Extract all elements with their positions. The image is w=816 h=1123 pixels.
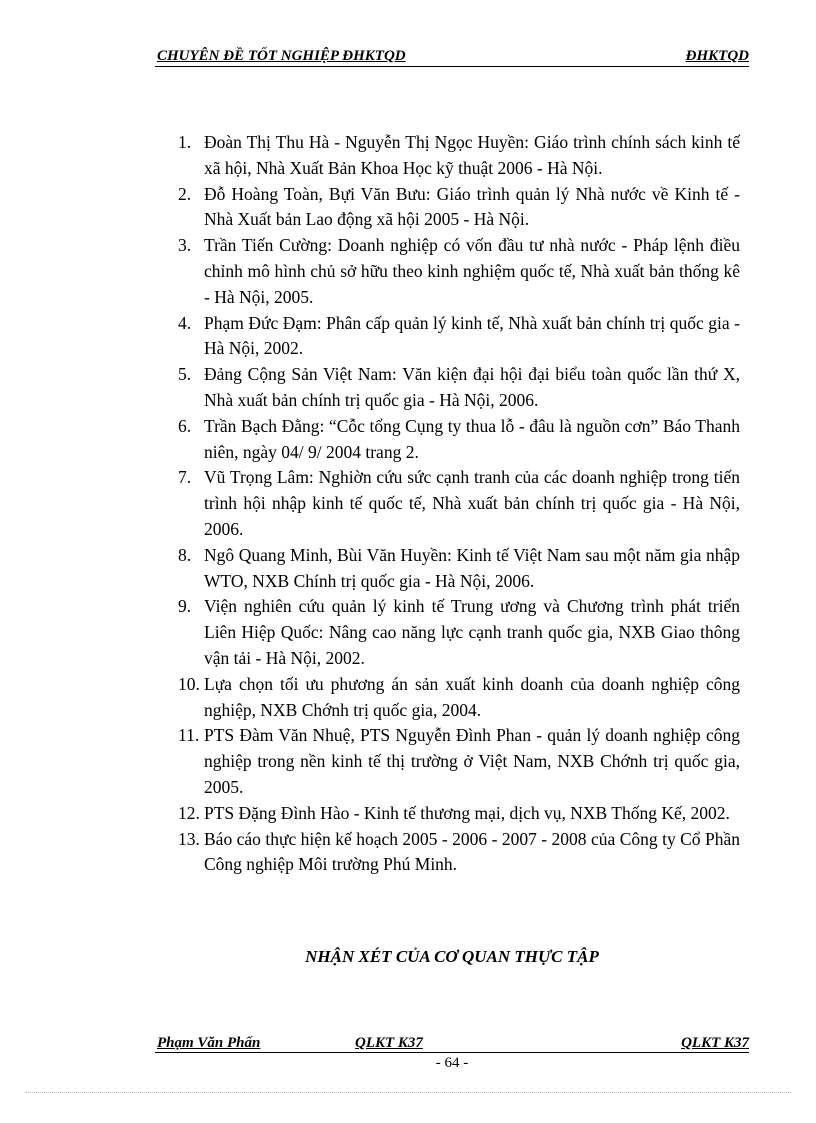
reference-item: [178, 672, 740, 724]
reference-number: 3.: [178, 235, 192, 256]
page-bottom-divider: [25, 1092, 791, 1093]
reference-number: 7.: [178, 467, 192, 488]
reference-item: [178, 182, 740, 234]
reference-text: Báo cáo thực hiện kế hoạch 2005 - 2006 - 2007 - 2008 của Công ty Cổ Phần Công nghiệp Môi trường Phú Minh.: [204, 828, 740, 875]
reference-text: Trần Tiến Cường: Doanh nghiệp có vốn đầu tư nhà nước - Pháp lệnh điều chỉnh mô hình chủ sở hữu theo kinh nghiệm quốc tế, Nhà xuất bản thống kê - Hà Nội, 2005.: [204, 235, 740, 307]
reference-number: 11.: [178, 725, 200, 746]
reference-number: 12.: [178, 802, 200, 823]
reference-text: Đảng Cộng Sản Việt Nam: Văn kiện đại hội đại biểu toàn quốc lần thứ X, Nhà xuất bản chính trị quốc gia - Hà Nội, 2006.: [204, 364, 740, 410]
reference-number: 1.: [178, 132, 192, 152]
reference-text: Trần Bạch Đằng: “Cỗc tổng Cụng ty thua lỗ - đâu là nguồn cơn” Báo Thanh niên, ngày 04/ 9/ 2004 trang 2.: [204, 415, 740, 462]
reference-item: [178, 827, 740, 879]
footer-class-right: QLKT K37: [681, 1035, 749, 1051]
reference-text: Vũ Trọng Lâm: Nghiờn cứu sức cạnh tranh của các doanh nghiệp trong tiến trình hội nhập kinh tế quốc tế, Nhà xuất bản chính trị quốc gia - Hà Nội, 2006.: [204, 467, 740, 539]
footer-author: Phạm Văn Phấn: [157, 1035, 261, 1051]
reference-item: [178, 465, 740, 542]
reference-text: PTS Đặng Đình Hào - Kinh tế thương mại, dịch vụ, NXB Thống Kế, 2002.: [204, 802, 730, 823]
reference-text: Đoàn Thị Thu Hà - Nguyễn Thị Ngọc Huyền: Giáo trình chính sách kinh tế xã hội, Nhà Xuất Bản Khoa Học kỹ thuật 2006 - Hà Nội.: [204, 132, 740, 178]
reference-item: [178, 594, 740, 671]
reference-item: [178, 311, 740, 363]
reference-number: 13.: [178, 828, 200, 849]
header-abbrev: ĐHKTQD: [685, 48, 749, 64]
reference-item: [178, 543, 740, 595]
reference-number: 9.: [178, 596, 192, 617]
page-number: - 64 -: [435, 1055, 469, 1071]
reference-number: 10.: [178, 673, 200, 694]
reference-text: PTS Đàm Văn Nhuệ, PTS Nguyễn Đình Phan - quản lý doanh nghiệp công nghiệp trong nền kinh tế thị trường ở Việt Nam, NXB Chớnh trị quốc gia, 2005.: [204, 725, 740, 797]
reference-number: 6.: [178, 415, 192, 436]
reference-item: [178, 801, 740, 827]
page-footer: [155, 1034, 749, 1053]
reference-number: 4.: [178, 312, 192, 333]
reference-number: 8.: [178, 544, 192, 565]
reference-item: [178, 414, 740, 466]
reference-text: Lựa chọn tối ưu phương án sản xuất kinh doanh của doanh nghiệp công nghiệp, NXB Chớnh trị quốc gia, 2004.: [204, 673, 740, 720]
header-title: CHUYÊN ĐỀ TỐT NGHIỆP ĐHKTQD: [157, 48, 406, 64]
page-header: [155, 46, 749, 67]
reference-text: Ngô Quang Minh, Bùi Văn Huyền: Kinh tế Việt Nam sau một năm gia nhập WTO, NXB Chính trị quốc gia - Hà Nội, 2006.: [204, 544, 740, 591]
reference-number: 5.: [178, 364, 192, 385]
section-title: NHẬN XÉT CỦA CƠ QUAN THỰC TẬP: [305, 947, 599, 966]
reference-item: [178, 233, 740, 310]
reference-item: [178, 130, 740, 182]
reference-text: Phạm Đức Đạm: Phân cấp quản lý kinh tế, Nhà xuất bản chính trị quốc gia - Hà Nội, 2002.: [204, 312, 740, 359]
footer-class-mid: QLKT K37: [355, 1035, 423, 1051]
reference-text: Đỗ Hoàng Toàn, Bựi Văn Bưu: Giáo trình quản lý Nhà nước về Kinh tế - Nhà Xuất bản Lao động xã hội 2005 - Hà Nội.: [204, 183, 740, 230]
reference-item: [178, 362, 740, 414]
reference-number: 2.: [178, 183, 192, 204]
reference-list: [178, 130, 740, 878]
reference-text: Viện nghiên cứu quản lý kinh tế Trung ương và Chương trình phát triển Liên Hiệp Quốc: Nâng cao năng lực cạnh tranh quốc gia, NXB Giao thông vận tải - Hà Nội, 2002.: [204, 596, 740, 668]
reference-item: [178, 723, 740, 800]
